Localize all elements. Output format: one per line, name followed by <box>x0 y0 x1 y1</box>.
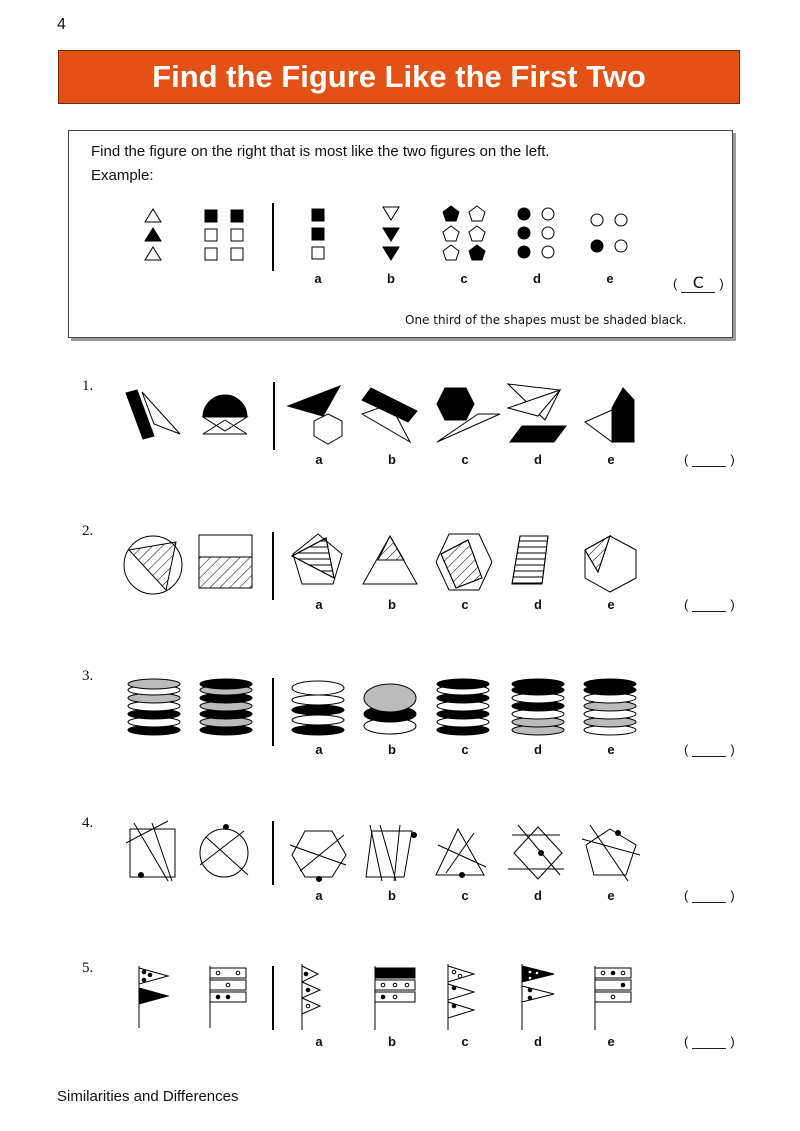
q5-letter-e: e <box>607 1034 615 1049</box>
q3-given-2 <box>200 679 252 735</box>
q4-letter-d: d <box>534 888 542 903</box>
q2-option-a <box>292 534 342 584</box>
q5-option-e <box>595 966 631 1030</box>
q4-option-a <box>290 831 346 882</box>
q2-letter-b: b <box>388 597 396 612</box>
q2-option-d <box>512 536 548 584</box>
example-answer: ( C ) <box>673 273 724 292</box>
q5-option-a <box>302 964 320 1030</box>
q3-option-a <box>292 681 344 735</box>
q3-letter-b: b <box>388 742 396 757</box>
example-letter-a: a <box>314 271 322 286</box>
q1-option-a <box>288 386 342 444</box>
q4-answer-blank[interactable] <box>692 888 726 903</box>
q5-given-1 <box>139 966 168 1028</box>
q3-letter-c: c <box>461 742 469 757</box>
example-option-e <box>591 214 627 252</box>
question-5-number: 5. <box>82 960 94 976</box>
instruction-text: Find the figure on the right that is most like the two figures on the left. <box>91 143 550 160</box>
question-1-figures <box>0 370 800 450</box>
q5-given-2 <box>210 966 246 1028</box>
q2-option-c <box>436 534 492 590</box>
question-3-number: 3. <box>82 668 94 684</box>
q5-letter-c: c <box>461 1034 469 1049</box>
q2-option-e <box>585 536 636 592</box>
example-letter-d: d <box>533 271 541 286</box>
q1-option-b <box>362 388 417 442</box>
q4-letter-e: e <box>607 888 615 903</box>
q1-letter-b: b <box>388 452 396 467</box>
q3-letter-a: a <box>315 742 323 757</box>
q1-letter-d: d <box>534 452 542 467</box>
q5-letter-a: a <box>315 1034 323 1049</box>
example-given-2 <box>205 210 243 260</box>
q1-letter-a: a <box>315 452 323 467</box>
question-5-figures <box>0 960 800 1040</box>
q4-option-c <box>436 829 486 878</box>
q1-answer[interactable]: ( ) <box>684 452 735 467</box>
q4-option-d <box>508 825 564 879</box>
q4-letter-b: b <box>388 888 396 903</box>
q3-letter-d: d <box>534 742 542 757</box>
question-2-figures <box>0 520 800 600</box>
q4-option-e <box>582 825 640 881</box>
q1-option-c <box>437 388 500 442</box>
q2-given-1 <box>124 536 182 594</box>
q1-answer-blank[interactable] <box>692 452 726 467</box>
page-title-banner <box>58 50 740 104</box>
page-number: 4 <box>57 16 66 33</box>
example-answer-value: C <box>681 273 715 293</box>
q5-answer-blank[interactable] <box>692 1034 726 1049</box>
q5-option-b <box>375 966 415 1030</box>
example-figures <box>69 131 734 339</box>
q4-letter-a: a <box>315 888 323 903</box>
example-box <box>68 130 733 338</box>
q4-given-1 <box>126 821 175 881</box>
q3-given-1 <box>128 679 180 735</box>
q4-option-b <box>366 825 417 881</box>
q3-option-b <box>364 684 416 734</box>
q2-letter-a: a <box>315 597 323 612</box>
q3-letter-e: e <box>607 742 615 757</box>
q3-answer-blank[interactable] <box>692 742 726 757</box>
example-option-a <box>312 209 324 259</box>
q1-given-2 <box>203 395 247 434</box>
q2-answer-blank[interactable] <box>692 597 726 612</box>
q1-given-1 <box>126 390 180 439</box>
example-option-b <box>383 207 399 260</box>
question-1-number: 1. <box>82 378 94 394</box>
question-4-figures <box>0 815 800 895</box>
example-note: One third of the shapes must be shaded black. <box>405 313 687 327</box>
question-3-figures <box>0 670 800 750</box>
question-2-number: 2. <box>82 523 94 539</box>
example-letter-e: e <box>606 271 614 286</box>
q2-answer[interactable]: ( ) <box>684 597 735 612</box>
q5-option-c <box>448 964 474 1030</box>
example-letter-c: c <box>460 271 468 286</box>
example-option-c <box>443 206 485 260</box>
q2-letter-c: c <box>461 597 469 612</box>
q3-option-c <box>437 679 489 735</box>
q4-answer[interactable]: ( ) <box>684 888 735 903</box>
question-4-number: 4. <box>82 815 94 831</box>
q5-letter-b: b <box>388 1034 396 1049</box>
q2-given-2 <box>199 535 252 588</box>
q3-option-d <box>512 679 564 735</box>
q3-option-e <box>584 679 636 735</box>
example-given-1 <box>145 209 161 260</box>
q5-option-d <box>522 964 554 1030</box>
q1-option-e <box>585 388 634 442</box>
q2-option-b <box>363 536 417 584</box>
q4-given-2 <box>200 825 248 878</box>
page-title: Find the Figure Like the First Two <box>152 59 646 94</box>
q3-answer[interactable]: ( ) <box>684 742 735 757</box>
q1-letter-c: c <box>461 452 469 467</box>
example-letter-b: b <box>387 271 395 286</box>
example-option-d <box>518 208 554 258</box>
q2-letter-e: e <box>607 597 615 612</box>
q5-answer[interactable]: ( ) <box>684 1034 735 1049</box>
q5-letter-d: d <box>534 1034 542 1049</box>
q4-letter-c: c <box>461 888 469 903</box>
q2-letter-d: d <box>534 597 542 612</box>
footer-text: Similarities and Differences <box>57 1088 239 1105</box>
q1-option-d <box>508 384 566 442</box>
example-label: Example: <box>91 167 154 184</box>
q1-letter-e: e <box>607 452 615 467</box>
